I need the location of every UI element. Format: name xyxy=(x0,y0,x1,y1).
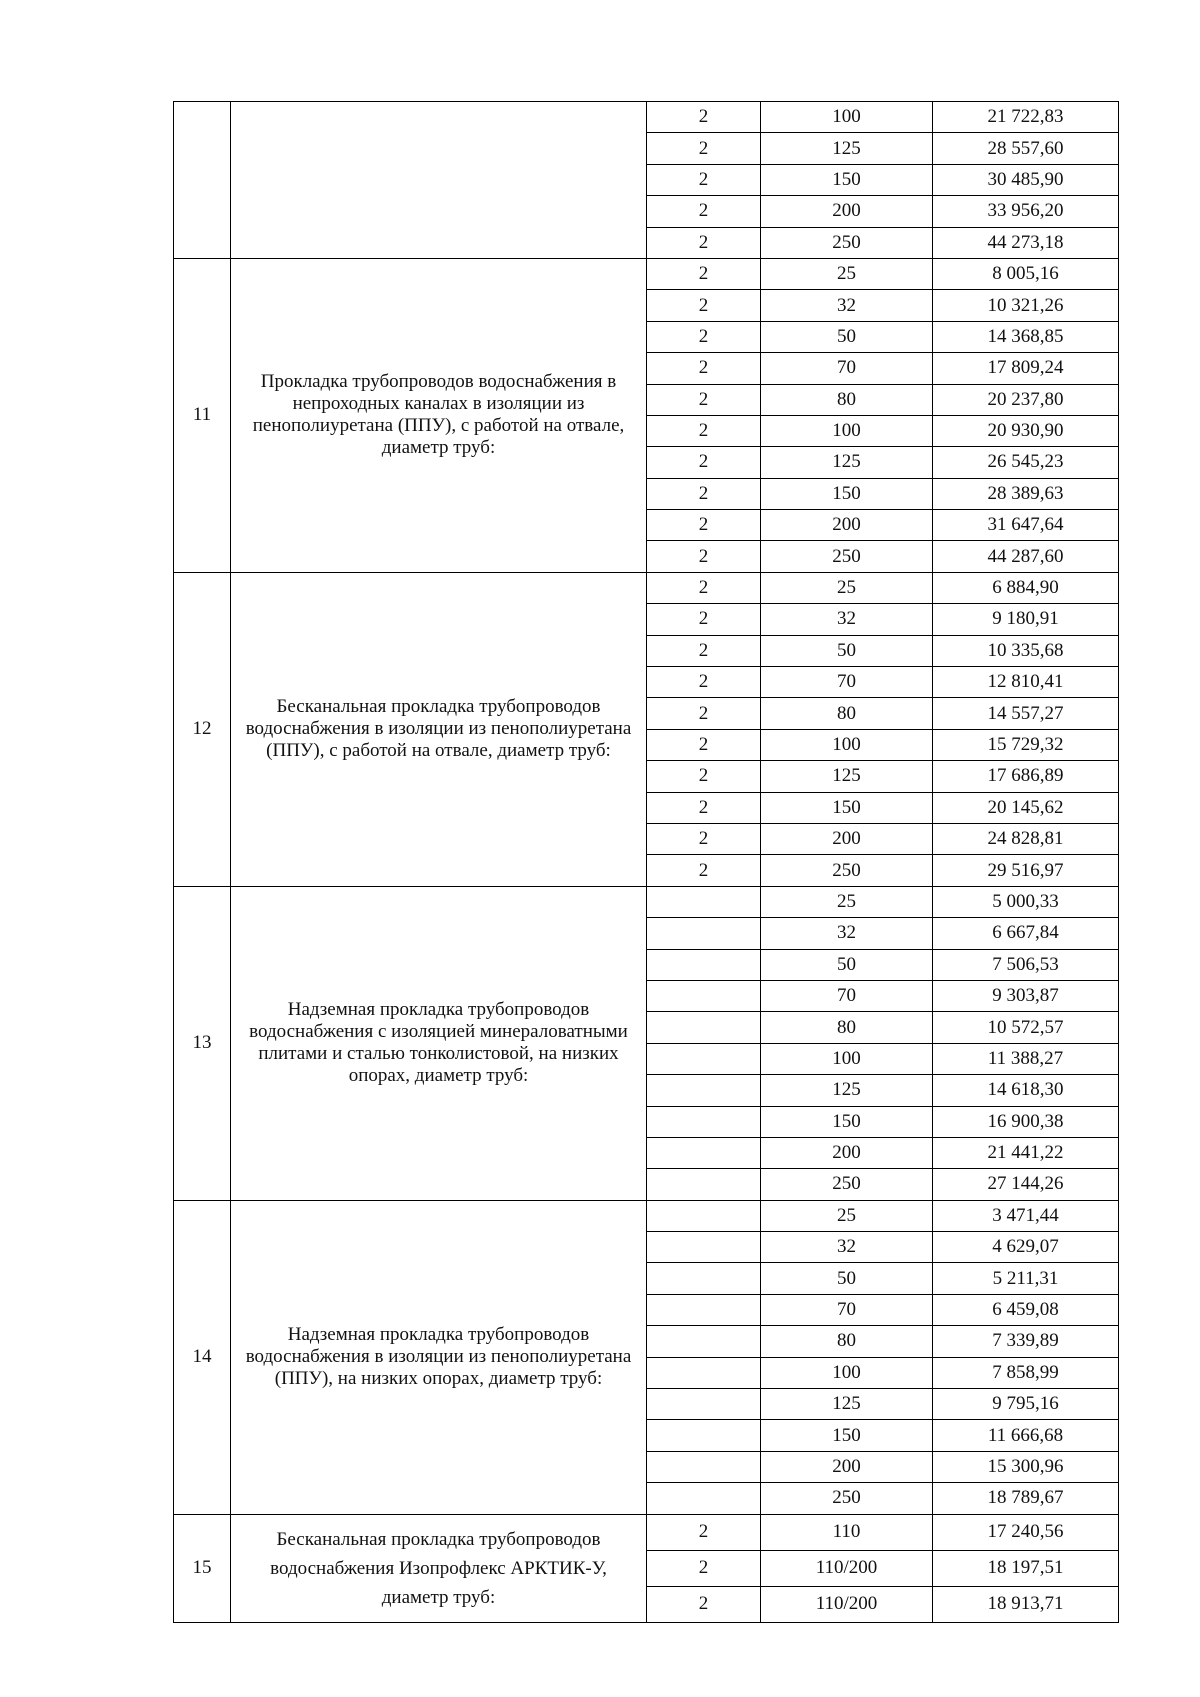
pipe-count-cell: 2 xyxy=(647,384,761,415)
diameter-cell: 110/200 xyxy=(761,1550,933,1586)
diameter-cell: 32 xyxy=(761,290,933,321)
price-cell: 31 647,64 xyxy=(933,510,1119,541)
diameter-cell: 80 xyxy=(761,698,933,729)
price-cell: 6 459,08 xyxy=(933,1294,1119,1325)
price-cell: 33 956,20 xyxy=(933,196,1119,227)
pipe-count-cell: 2 xyxy=(647,1550,761,1586)
pipe-count-cell: 2 xyxy=(647,1586,761,1622)
diameter-cell: 70 xyxy=(761,353,933,384)
item-description: Надземная прокладка трубопроводов водоснабжения с изоляцией минераловатными плитами и сталью тонколистовой, на низких опорах, диаметр труб: xyxy=(231,886,647,1200)
price-cell: 18 913,71 xyxy=(933,1586,1119,1622)
price-cell: 9 795,16 xyxy=(933,1389,1119,1420)
pipe-count-cell xyxy=(647,1106,761,1137)
item-number: 15 xyxy=(174,1514,231,1622)
diameter-cell: 32 xyxy=(761,918,933,949)
diameter-cell: 200 xyxy=(761,196,933,227)
price-cell: 10 335,68 xyxy=(933,635,1119,666)
diameter-cell: 70 xyxy=(761,667,933,698)
price-cell: 24 828,81 xyxy=(933,823,1119,854)
price-table xyxy=(173,101,1119,1623)
item-description xyxy=(231,102,647,259)
diameter-cell: 80 xyxy=(761,1012,933,1043)
diameter-cell: 150 xyxy=(761,1420,933,1451)
table-row xyxy=(174,886,1119,917)
pipe-count-cell: 2 xyxy=(647,258,761,289)
price-cell: 14 368,85 xyxy=(933,321,1119,352)
pipe-count-cell: 2 xyxy=(647,761,761,792)
pipe-count-cell: 2 xyxy=(647,415,761,446)
price-cell: 15 300,96 xyxy=(933,1451,1119,1482)
diameter-cell: 110 xyxy=(761,1514,933,1550)
price-cell: 11 388,27 xyxy=(933,1043,1119,1074)
pipe-count-cell: 2 xyxy=(647,102,761,133)
pipe-count-cell xyxy=(647,949,761,980)
diameter-cell: 100 xyxy=(761,1043,933,1074)
pipe-count-cell xyxy=(647,1326,761,1357)
pipe-count-cell xyxy=(647,1483,761,1514)
table-row xyxy=(174,102,1119,133)
pipe-count-cell: 2 xyxy=(647,1514,761,1550)
diameter-cell: 32 xyxy=(761,1232,933,1263)
diameter-cell: 200 xyxy=(761,1137,933,1168)
diameter-cell: 25 xyxy=(761,1200,933,1231)
pipe-count-cell xyxy=(647,1357,761,1388)
price-cell: 26 545,23 xyxy=(933,447,1119,478)
item-number xyxy=(174,102,231,259)
pipe-count-cell: 2 xyxy=(647,447,761,478)
item-number: 14 xyxy=(174,1200,231,1514)
price-cell: 6 884,90 xyxy=(933,572,1119,603)
diameter-cell: 25 xyxy=(761,258,933,289)
item-number: 13 xyxy=(174,886,231,1200)
pipe-count-cell: 2 xyxy=(647,604,761,635)
price-cell: 28 389,63 xyxy=(933,478,1119,509)
price-cell: 29 516,97 xyxy=(933,855,1119,886)
item-description: Бесканальная прокладка трубопроводов водоснабжения в изоляции из пенополиуретана (ППУ), с работой на отвале, диаметр труб: xyxy=(231,572,647,886)
pipe-count-cell: 2 xyxy=(647,353,761,384)
table-row xyxy=(174,1514,1119,1550)
pipe-count-cell xyxy=(647,1137,761,1168)
diameter-cell: 32 xyxy=(761,604,933,635)
pipe-count-cell xyxy=(647,886,761,917)
price-cell: 18 197,51 xyxy=(933,1550,1119,1586)
price-cell: 7 506,53 xyxy=(933,949,1119,980)
pipe-count-cell: 2 xyxy=(647,541,761,572)
price-cell: 9 303,87 xyxy=(933,980,1119,1011)
diameter-cell: 25 xyxy=(761,886,933,917)
price-cell: 18 789,67 xyxy=(933,1483,1119,1514)
table-row xyxy=(174,258,1119,289)
item-number: 12 xyxy=(174,572,231,886)
diameter-cell: 100 xyxy=(761,102,933,133)
item-description: Бесканальная прокладка трубопроводов водоснабжения Изопрофлекс АРКТИК-У, диаметр труб: xyxy=(231,1514,647,1622)
diameter-cell: 50 xyxy=(761,635,933,666)
pipe-count-cell: 2 xyxy=(647,133,761,164)
diameter-cell: 250 xyxy=(761,855,933,886)
diameter-cell: 25 xyxy=(761,572,933,603)
pipe-count-cell xyxy=(647,1263,761,1294)
price-cell: 4 629,07 xyxy=(933,1232,1119,1263)
price-cell: 10 321,26 xyxy=(933,290,1119,321)
pipe-count-cell: 2 xyxy=(647,196,761,227)
item-description: Прокладка трубопроводов водоснабжения в непроходных каналах в изоляции из пенополиуретана (ППУ), с работой на отвале, диаметр труб: xyxy=(231,258,647,572)
price-cell: 10 572,57 xyxy=(933,1012,1119,1043)
diameter-cell: 250 xyxy=(761,1169,933,1200)
price-cell: 30 485,90 xyxy=(933,164,1119,195)
diameter-cell: 100 xyxy=(761,1357,933,1388)
diameter-cell: 50 xyxy=(761,949,933,980)
item-description: Надземная прокладка трубопроводов водоснабжения в изоляции из пенополиуретана (ППУ), на низких опорах, диаметр труб: xyxy=(231,1200,647,1514)
pipe-count-cell xyxy=(647,1200,761,1231)
table-row xyxy=(174,1200,1119,1231)
price-cell: 17 809,24 xyxy=(933,353,1119,384)
pipe-count-cell xyxy=(647,1420,761,1451)
pipe-count-cell xyxy=(647,1169,761,1200)
diameter-cell: 150 xyxy=(761,792,933,823)
diameter-cell: 250 xyxy=(761,1483,933,1514)
diameter-cell: 50 xyxy=(761,1263,933,1294)
pipe-count-cell: 2 xyxy=(647,792,761,823)
price-cell: 5 211,31 xyxy=(933,1263,1119,1294)
pipe-count-cell: 2 xyxy=(647,510,761,541)
diameter-cell: 125 xyxy=(761,1389,933,1420)
pipe-count-cell: 2 xyxy=(647,855,761,886)
price-cell: 6 667,84 xyxy=(933,918,1119,949)
pipe-count-cell: 2 xyxy=(647,164,761,195)
price-cell: 3 471,44 xyxy=(933,1200,1119,1231)
price-cell: 15 729,32 xyxy=(933,729,1119,760)
price-cell: 20 145,62 xyxy=(933,792,1119,823)
diameter-cell: 100 xyxy=(761,415,933,446)
price-cell: 44 273,18 xyxy=(933,227,1119,258)
price-cell: 12 810,41 xyxy=(933,667,1119,698)
diameter-cell: 200 xyxy=(761,1451,933,1482)
pipe-count-cell xyxy=(647,1043,761,1074)
item-number: 11 xyxy=(174,258,231,572)
price-cell: 16 900,38 xyxy=(933,1106,1119,1137)
pipe-count-cell xyxy=(647,1451,761,1482)
diameter-cell: 80 xyxy=(761,1326,933,1357)
price-cell: 7 858,99 xyxy=(933,1357,1119,1388)
diameter-cell: 125 xyxy=(761,1075,933,1106)
price-cell: 44 287,60 xyxy=(933,541,1119,572)
diameter-cell: 70 xyxy=(761,980,933,1011)
pipe-count-cell xyxy=(647,1389,761,1420)
pipe-count-cell: 2 xyxy=(647,227,761,258)
diameter-cell: 50 xyxy=(761,321,933,352)
pipe-count-cell: 2 xyxy=(647,698,761,729)
pipe-count-cell: 2 xyxy=(647,572,761,603)
price-cell: 28 557,60 xyxy=(933,133,1119,164)
pipe-count-cell: 2 xyxy=(647,290,761,321)
table-row xyxy=(174,572,1119,603)
pipe-count-cell: 2 xyxy=(647,478,761,509)
diameter-cell: 150 xyxy=(761,164,933,195)
pipe-count-cell xyxy=(647,1012,761,1043)
diameter-cell: 80 xyxy=(761,384,933,415)
diameter-cell: 100 xyxy=(761,729,933,760)
diameter-cell: 125 xyxy=(761,133,933,164)
pipe-count-cell xyxy=(647,1232,761,1263)
price-cell: 20 930,90 xyxy=(933,415,1119,446)
diameter-cell: 125 xyxy=(761,447,933,478)
pipe-count-cell: 2 xyxy=(647,635,761,666)
price-cell: 21 722,83 xyxy=(933,102,1119,133)
price-cell: 11 666,68 xyxy=(933,1420,1119,1451)
price-cell: 9 180,91 xyxy=(933,604,1119,635)
diameter-cell: 125 xyxy=(761,761,933,792)
pipe-count-cell xyxy=(647,1075,761,1106)
price-cell: 27 144,26 xyxy=(933,1169,1119,1200)
price-cell: 21 441,22 xyxy=(933,1137,1119,1168)
pipe-count-cell: 2 xyxy=(647,667,761,698)
price-cell: 7 339,89 xyxy=(933,1326,1119,1357)
diameter-cell: 150 xyxy=(761,478,933,509)
diameter-cell: 70 xyxy=(761,1294,933,1325)
pipe-count-cell: 2 xyxy=(647,823,761,854)
price-cell: 5 000,33 xyxy=(933,886,1119,917)
diameter-cell: 250 xyxy=(761,541,933,572)
pipe-count-cell: 2 xyxy=(647,729,761,760)
diameter-cell: 200 xyxy=(761,510,933,541)
pipe-count-cell: 2 xyxy=(647,321,761,352)
price-cell: 14 557,27 xyxy=(933,698,1119,729)
pipe-count-cell xyxy=(647,980,761,1011)
price-cell: 17 240,56 xyxy=(933,1514,1119,1550)
diameter-cell: 250 xyxy=(761,227,933,258)
diameter-cell: 150 xyxy=(761,1106,933,1137)
pipe-count-cell xyxy=(647,1294,761,1325)
price-cell: 8 005,16 xyxy=(933,258,1119,289)
pipe-count-cell xyxy=(647,918,761,949)
price-table-body xyxy=(174,102,1119,1623)
diameter-cell: 110/200 xyxy=(761,1586,933,1622)
price-cell: 17 686,89 xyxy=(933,761,1119,792)
price-cell: 14 618,30 xyxy=(933,1075,1119,1106)
price-cell: 20 237,80 xyxy=(933,384,1119,415)
diameter-cell: 200 xyxy=(761,823,933,854)
